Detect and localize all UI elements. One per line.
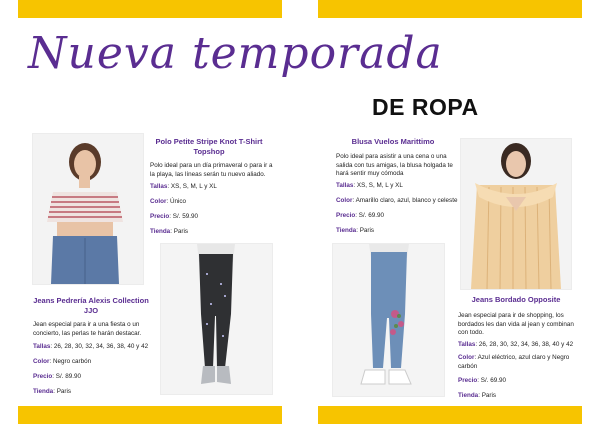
product-desc-jeans-pedreria: Jean especial para ir a una fiesta o un concierto, las perlas te harán destacar. [33, 321, 142, 337]
color-value: Único [169, 198, 187, 205]
store-value: Paris [481, 392, 497, 399]
product-sizes-blusa: Tallas: XS, S, M, L y XL [336, 182, 403, 189]
store-value: Paris [56, 388, 72, 395]
price-value: S/. 69.90 [358, 212, 384, 219]
product-desc-blusa: Polo ideal para asistir a una cena o una salida con tus amigas, la blusa holgada te hará sentir muy cómoda [336, 153, 453, 177]
store-value: Paris [359, 227, 375, 234]
sizes-label: Tallas [458, 341, 476, 348]
product-price-polo: Precio: S/. 59.90 [150, 213, 198, 220]
color-label: Color [33, 358, 50, 365]
product-store-jeans-pedreria: Tienda: Paris [33, 388, 72, 395]
price-label: Precio [336, 212, 356, 219]
top-bar-right [318, 0, 582, 18]
product-color-polo: Color: Único [150, 198, 187, 205]
product-store-blusa: Tienda: Paris [336, 227, 375, 234]
color-value: Amarillo claro, azul, blanco y celeste [355, 197, 458, 204]
color-label: Color [150, 198, 167, 205]
product-price-jeans-pedreria: Precio: S/. 89.90 [33, 373, 81, 380]
product-color-jeans-pedreria: Color: Negro carbón [33, 358, 92, 365]
sizes-value: 26, 28, 30, 32, 34, 36, 38, 40 y 42 [478, 341, 574, 348]
photo-striped-top [32, 133, 144, 285]
color-label: Color [458, 354, 475, 361]
photo-embroidered-jeans [332, 243, 445, 397]
bottom-bar-left [18, 406, 282, 424]
product-desc-jeans-bordado: Jean especial para ir de shopping, los bordados les dan vida al jean y combinan con todo. [458, 312, 574, 336]
product-price-blusa: Precio: S/. 69.90 [336, 212, 384, 219]
price-value: S/. 69.90 [480, 377, 506, 384]
price-label: Precio [33, 373, 53, 380]
product-color-blusa: Color: Amarillo claro, azul, blanco y celeste [336, 197, 458, 204]
store-label: Tienda [150, 228, 171, 235]
product-desc-polo: Polo ideal para un día primaveral o para ir a la playa, las líneas serán tu nuevo aliado. [150, 162, 273, 178]
sizes-value: XS, S, M, L y XL [170, 183, 217, 190]
product-sizes-jeans-bordado: Tallas: 26, 28, 30, 32, 34, 36, 38, 40 y 42 [458, 341, 574, 348]
sizes-value: 26, 28, 30, 32, 34, 36, 38, 40 y 42 [53, 343, 149, 350]
sizes-value: XS, S, M, L y XL [356, 182, 403, 189]
sizes-label: Tallas [150, 183, 168, 190]
product-title-blusa [333, 137, 453, 147]
heading-sub: DE ROPA [372, 94, 479, 120]
product-title-line1: Polo Petite Stripe Knot T-Shirt [155, 137, 263, 146]
price-label: Precio [150, 213, 170, 220]
product-title-line2: JJO [83, 305, 99, 315]
color-value: Negro carbón [52, 358, 92, 365]
sizes-label: Tallas [33, 343, 51, 350]
product-title-line2: Topshop [193, 146, 225, 156]
product-title-line1: Blusa Vuelos Marittimo [351, 137, 435, 146]
product-sizes-polo: Tallas: XS, S, M, L y XL [150, 183, 217, 190]
store-value: Paris [173, 228, 189, 235]
top-bar-left [18, 0, 282, 18]
heading-script: Nueva temporada [28, 28, 443, 79]
color-label: Color [336, 197, 353, 204]
product-sizes-jeans-pedreria: Tallas: 26, 28, 30, 32, 34, 36, 38, 40 y 42 [33, 343, 149, 350]
store-label: Tienda [458, 392, 479, 399]
product-title-jeans-pedreria [30, 296, 152, 316]
product-title-line1: Jeans Pedrería Alexis Collection [33, 296, 149, 305]
photo-black-jeans [160, 243, 273, 395]
product-title-line1: Jeans Bordado Opposite [471, 295, 561, 304]
color-value: Azul eléctrico, azul claro y Negro carbón [458, 354, 570, 370]
price-label: Precio [458, 377, 478, 384]
bottom-bar-right [318, 406, 582, 424]
sizes-label: Tallas [336, 182, 354, 189]
product-title-polo [150, 137, 268, 157]
photo-ruffle-blouse [460, 138, 572, 290]
store-label: Tienda [33, 388, 54, 395]
product-price-jeans-bordado: Precio: S/. 69.90 [458, 377, 506, 384]
price-value: S/. 59.90 [172, 213, 198, 220]
product-title-jeans-bordado [455, 295, 577, 305]
price-value: S/. 89.90 [55, 373, 81, 380]
product-color-jeans-bordado: Color: Azul eléctrico, azul claro y Negro carbón [458, 354, 570, 370]
product-store-polo: Tienda: Paris [150, 228, 189, 235]
product-store-jeans-bordado: Tienda: Paris [458, 392, 497, 399]
store-label: Tienda [336, 227, 357, 234]
